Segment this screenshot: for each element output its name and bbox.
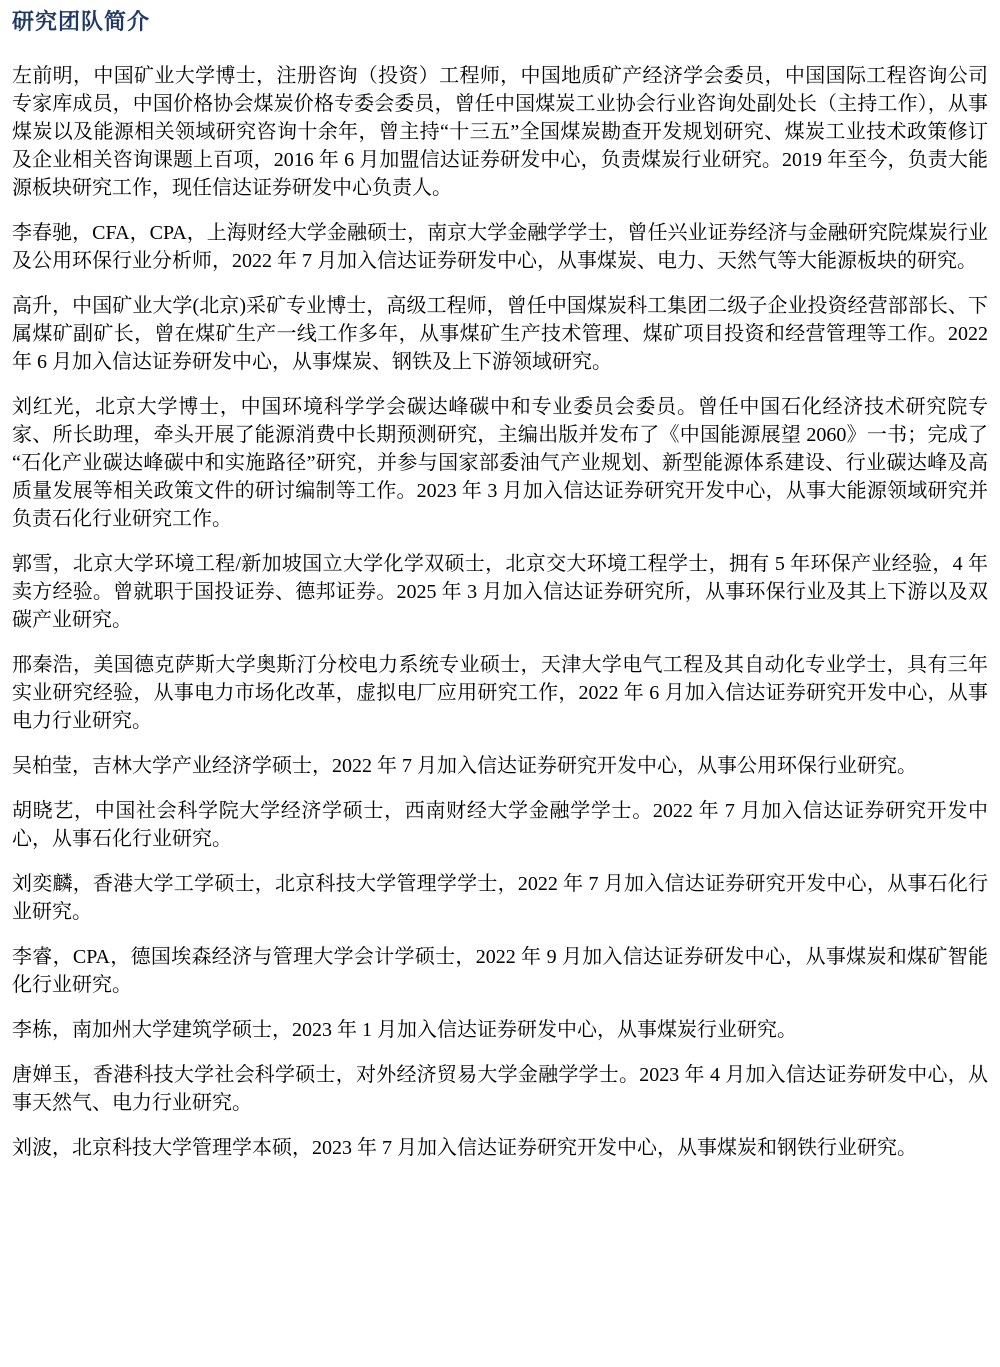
member-bio-li-dong: 李栋，南加州大学建筑学硕士，2023 年 1 月加入信达证券研发中心，从事煤炭行业研究。 — [12, 1019, 797, 1041]
member-bio-liu-bo: 刘波，北京科技大学管理学本硕，2023 年 7 月加入信达证券研究开发中心，从事煤炭和钢铁行业研究。 — [12, 1137, 917, 1159]
member-bio-hu-xiaoyi: 胡晓艺，中国社会科学院大学经济学硕士，西南财经大学金融学学士。2022 年 7 月加入信达证券研究开发中心，从事石化行业研究。 — [12, 800, 988, 850]
page-title: 研究团队简介 — [12, 9, 151, 34]
member-bio-gao-sheng: 高升，中国矿业大学(北京)采矿专业博士，高级工程师，曾任中国煤炭科工集团二级子企业投资经营部部长、下属煤矿副矿长，曾在煤矿生产一线工作多年，从事煤矿生产技术管理、煤矿项目投资和经营管理等工作。2022 年 6 月加入信达证券研发中心，从事煤炭、钢铁及上下游领域研究。 — [12, 295, 988, 373]
member-bio-guo-xue: 郭雪，北京大学环境工程/新加坡国立大学化学双硕士，北京交大环境工程学士，拥有 5 年环保产业经验，4 年卖方经验。曾就职于国投证券、德邦证券。2025 年 3 月加入信达证券研究所，从事环保行业及其上下游以及双碳产业研究。 — [12, 553, 988, 631]
member-bio-liu-yilin: 刘奕麟，香港大学工学硕士，北京科技大学管理学学士，2022 年 7 月加入信达证券研究开发中心，从事石化行业研究。 — [12, 873, 988, 923]
member-bio-li-chunchi: 李春驰，CFA，CPA，上海财经大学金融硕士，南京大学金融学学士，曾任兴业证券经济与金融研究院煤炭行业及公用环保行业分析师，2022 年 7 月加入信达证券研发中心，从事煤炭、电力、天然气等大能源板块的研究。 — [12, 222, 988, 272]
member-bio-li-rui: 李睿，CPA，德国埃森经济与管理大学会计学硕士，2022 年 9 月加入信达证券研发中心，从事煤炭和煤矿智能化行业研究。 — [12, 946, 988, 996]
member-bio-wu-baiying: 吴柏莹，吉林大学产业经济学硕士，2022 年 7 月加入信达证券研究开发中心，从事公用环保行业研究。 — [12, 755, 917, 777]
member-bio-xing-qinhao: 邢秦浩，美国德克萨斯大学奥斯汀分校电力系统专业硕士，天津大学电气工程及其自动化专业学士，具有三年实业研究经验，从事电力市场化改革，虚拟电厂应用研究工作，2022 年 6 月加入信达证券研究开发中心，从事电力行业研究。 — [12, 654, 988, 732]
team-bio-list — [12, 62, 988, 1162]
member-bio-liu-hongguang: 刘红光，北京大学博士，中国环境科学学会碳达峰碳中和专业委员会委员。曾任中国石化经济技术研究院专家、所长助理，牵头开展了能源消费中长期预测研究，主编出版并发布了《中国能源展望 2060》一书；完成了“石化产业碳达峰碳中和实施路径”研究，并参与国家部委油气产业规划、新型能源体系建设、行业碳达峰及高质量发展等相关政策文件的研讨编制等工作。2023 年 3 月加入信达证券研究开发中心，从事大能源领域研究并负责石化行业研究工作。 — [12, 396, 988, 530]
member-bio-tang-chanyu: 唐婵玉，香港科技大学社会科学硕士，对外经济贸易大学金融学学士。2023 年 4 月加入信达证券研发中心，从事天然气、电力行业研究。 — [12, 1064, 988, 1114]
member-bio-zuo-qianming: 左前明，中国矿业大学博士，注册咨询（投资）工程师，中国地质矿产经济学会委员，中国国际工程咨询公司专家库成员，中国价格协会煤炭价格专委会委员，曾任中国煤炭工业协会行业咨询处副处长（主持工作），从事煤炭以及能源相关领域研究咨询十余年，曾主持“十三五”全国煤炭勘查开发规划研究、煤炭工业技术政策修订及企业相关咨询课题上百项，2016 年 6 月加盟信达证券研发中心，负责煤炭行业研究。2019 年至今，负责大能源板块研究工作，现任信达证券研发中心负责人。 — [12, 65, 988, 199]
